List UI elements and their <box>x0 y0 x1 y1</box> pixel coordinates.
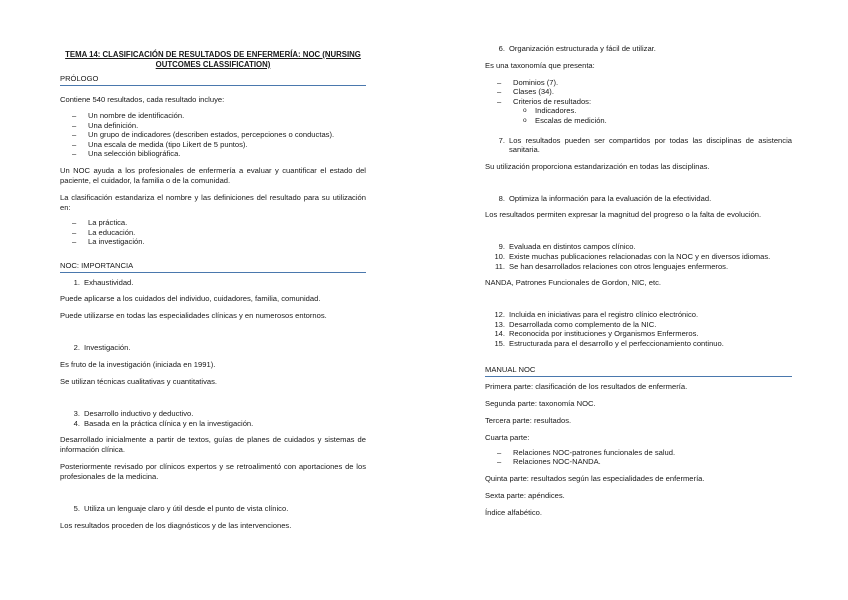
paragraph: Puede utilizarse en todas las especialidades clínicas y en numerosos entornos. <box>60 311 327 321</box>
list-item: – Un nombre de identificación. <box>60 111 366 121</box>
list-item: 4. Basada en la práctica clínica y en la investigación. <box>73 418 254 428</box>
left-column <box>60 44 366 531</box>
list-item: – Clases (34). <box>485 87 792 97</box>
numbered-list <box>485 310 792 348</box>
prologo-list <box>60 111 366 159</box>
taxonomy-list <box>485 78 792 107</box>
list-item: 12. Incluida en iniciativas para el registro clínico electrónico. <box>494 310 699 320</box>
list-item: – Una escala de medida (tipo Likert de 5 puntos). <box>60 140 366 150</box>
paragraph: NANDA, Patrones Funcionales de Gordon, NIC, etc. <box>485 278 662 288</box>
list-item: 11. Se han desarrollados relaciones con otros lenguajes enfermeros. <box>495 261 729 271</box>
list-item: o Indicadores. <box>485 106 792 116</box>
numbered-list <box>60 343 366 353</box>
list-item: – Una definición. <box>60 121 366 131</box>
criteria-sublist <box>485 106 792 125</box>
paragraph: Es una taxonomía que presenta: <box>485 60 595 70</box>
list-item: 1. Exhaustividad. <box>73 277 134 287</box>
list-item: – La práctica. <box>60 218 366 228</box>
paragraph: Sexta parte: apéndices. <box>485 490 565 500</box>
list-item: 3. Desarrollo inductivo y deductivo. <box>73 408 194 418</box>
list-item: – Criterios de resultados: <box>485 97 792 107</box>
numbered-list <box>60 504 366 514</box>
paragraph: Es fruto de la investigación (iniciada en 1991). <box>60 359 216 369</box>
paragraph: Índice alfabético. <box>485 507 542 517</box>
list-item: 14. Reconocida por instituciones y Organismos Enfermeros. <box>494 329 699 339</box>
list-item: 5. Utiliza un lenguaje claro y útil desde el punto de vista clínico. <box>73 504 289 514</box>
paragraph: La clasificación estandariza el nombre y las definiciones del resultado para su utilización en: <box>60 192 366 212</box>
numbered-list <box>60 409 366 428</box>
list-item: – La investigación. <box>60 237 366 247</box>
document-title: TEMA 14: CLASIFICACIÓN DE RESULTADOS DE ENFERMERÍA: NOC (NURSING OUTCOMES CLASSIFICATION) <box>65 50 361 69</box>
list-item: – La educación. <box>60 228 366 238</box>
paragraph: Los resultados permiten expresar la magnitud del progreso o la falta de evolución. <box>485 210 762 220</box>
list-item: 2. Investigación. <box>73 343 131 353</box>
numbered-list <box>485 44 792 54</box>
paragraph: Desarrollado inicialmente a partir de textos, guías de planes de cuidados y sistemas de información clínica. <box>60 435 366 455</box>
list-item: o Escalas de medición. <box>485 116 792 126</box>
numbered-list <box>485 136 792 155</box>
list-item: 7. Los resultados pueden ser compartidos por todas las disciplinas de asistencia sanitaria. <box>498 135 792 155</box>
list-item: 10. Existe muchas publicaciones relacionadas con la NOC y en diversos idiomas. <box>494 251 771 261</box>
paragraph: Quinta parte: resultados según las especialidades de enfermería. <box>485 473 705 483</box>
paragraph: Contiene 540 resultados, cada resultado incluye: <box>60 95 225 104</box>
paragraph: Cuarta parte: <box>485 432 530 442</box>
right-column <box>485 44 792 518</box>
section-heading-importancia: NOC: IMPORTANCIA <box>60 261 366 273</box>
numbered-list <box>485 242 792 271</box>
numbered-list <box>60 278 366 288</box>
cuarta-parte-list <box>485 448 792 467</box>
list-item: 9. Evaluada en distintos campos clínico. <box>498 242 636 252</box>
paragraph: Se utilizan técnicas cualitativas y cuantitativas. <box>60 376 218 386</box>
paragraph: Los resultados proceden de los diagnósticos y de las intervenciones. <box>60 520 292 530</box>
list-item: – Dominios (7). <box>485 78 792 88</box>
section-heading-prologo: PRÓLOGO <box>60 74 366 86</box>
paragraph: Segunda parte: taxonomía NOC. <box>485 398 596 408</box>
section-heading-manual: MANUAL NOC <box>485 365 792 377</box>
list-item: – Un grupo de indicadores (describen estados, percepciones o conductas). <box>60 130 366 140</box>
list-item: 6. Organización estructurada y fácil de utilizar. <box>498 44 656 53</box>
list-item: – Relaciones NOC-patrones funcionales de salud. <box>485 448 792 458</box>
paragraph: Su utilización proporciona estandarización en todas las disciplinas. <box>485 161 710 171</box>
paragraph: Puede aplicarse a los cuidados del individuo, cuidadores, familia, comunidad. <box>60 294 321 304</box>
list-item: 8. Optimiza la información para la evaluación de la efectividad. <box>498 193 712 203</box>
list-item: – Una selección bibliográfica. <box>60 149 366 159</box>
paragraph: Primera parte: clasificación de los resultados de enfermería. <box>485 381 688 391</box>
paragraph: Posteriormente revisado por clínicos expertos y se retroalimentó con aportaciones de los profesionales de la medicina. <box>60 462 366 482</box>
uso-list <box>60 218 366 247</box>
list-item: 15. Estructurada para el desarrollo y el perfeccionamiento continuo. <box>494 338 724 348</box>
list-item: 13. Desarrollada como complemento de la NIC. <box>494 319 657 329</box>
list-item: – Relaciones NOC-NANDA. <box>485 457 792 467</box>
numbered-list <box>485 194 792 204</box>
paragraph: Tercera parte: resultados. <box>485 415 572 425</box>
paragraph: Un NOC ayuda a los profesionales de enfermería a evaluar y cuantificar el estado del paciente, el cuidador, la familia o de la comunidad. <box>60 165 366 185</box>
